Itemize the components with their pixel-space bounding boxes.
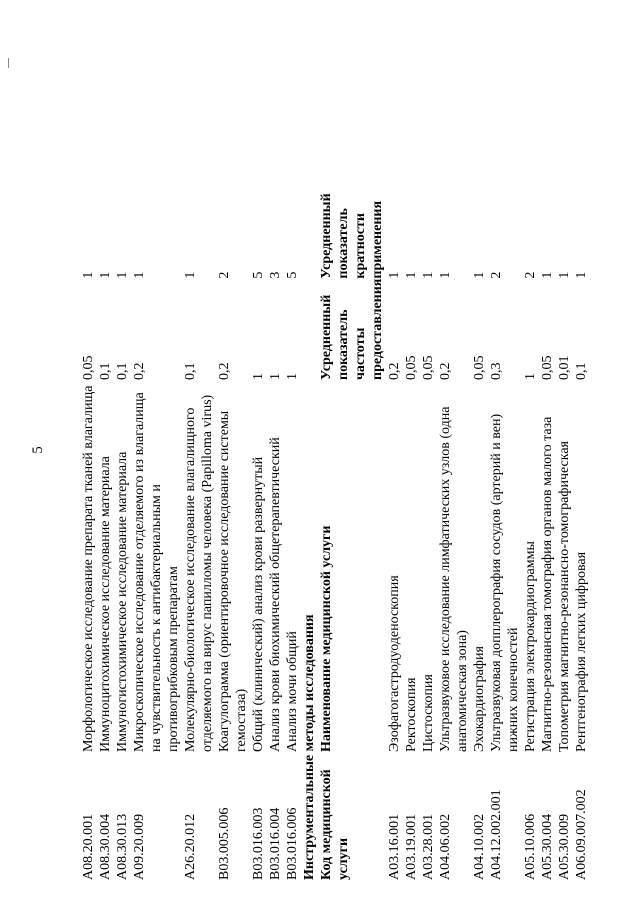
frequency-value: 0,3 [489,362,504,380]
frequency-value: 1 [523,373,538,380]
frequency-value: 0,2 [217,362,232,380]
table-row [267,193,284,880]
multiplicity-value: 1 [132,271,147,279]
table-row [284,193,301,880]
table-row [488,193,522,880]
multiplicity-value: 2 [217,271,232,279]
service-name: Топометрия магнитно-резонансно-томографическая [557,440,572,752]
table-row [471,193,488,880]
service-name: Эхокардиография [472,646,487,752]
table-row [386,193,403,880]
multiplicity-value: 2 [523,271,538,279]
service-name: Цистоскопия [421,674,436,752]
multiplicity-value: 1 [183,271,198,279]
service-code: A04.12.002.001 [489,789,504,880]
frequency-value: 0,05 [540,355,555,380]
section-row [301,193,318,880]
service-name: Молекулярно-биологическое исследование влагалищного отделяемого на вирус папилломы человека (Papilloma virus) [183,394,215,752]
service-code: B03.016.004 [268,807,283,880]
header-multiplicity: Усредненный показатель кратности применения [319,193,385,279]
frequency-value: 1 [268,373,283,380]
multiplicity-value: 2 [489,271,504,279]
service-code: A05.10.006 [523,813,538,880]
frequency-value: 0,1 [98,362,113,380]
table-row [556,193,573,880]
multiplicity-value: 1 [438,271,453,279]
service-code: B03.016.003 [251,807,266,880]
service-name: Анализ мочи общий [285,631,300,752]
frequency-value: 0,1 [115,362,130,380]
table-row [539,193,556,880]
frequency-value: 0,2 [387,362,402,380]
service-code: A08.30.004 [98,813,113,880]
service-code: A04.10.002 [472,813,487,880]
multiplicity-value: 1 [472,271,487,279]
service-name: Ультразвуковое исследование лимфатических узлов (одна анатомическая зона) [438,406,470,752]
scan-edge-mark [8,58,9,68]
frequency-value: 0,1 [574,362,589,380]
table-row [114,193,131,880]
frequency-value: 0,01 [557,355,572,380]
table-row [403,193,420,880]
service-code: A09.20.009 [132,813,147,880]
frequency-value: 1 [285,373,300,380]
section-title: Инструментальные методы исследования [302,614,317,880]
service-name: Иммуногистохимическое исследование материала [115,451,130,752]
service-name: Коагулограмма (ориентировочное исследование системы гемостаза) [217,410,249,752]
frequency-value: 1 [251,373,266,380]
service-name: Эзофагогастродуоденоскопия [387,575,402,752]
service-code: A05.30.004 [540,813,555,880]
service-name: Общий (клинический) анализ крови развернутый [251,456,266,752]
table-row [80,193,97,880]
service-name: Ректоскопия [404,677,419,752]
multiplicity-value: 1 [115,271,130,279]
service-name: Ультразвуковая допплерография сосудов (артерий и вен) нижних конечностей [489,413,521,752]
services-table [80,193,590,880]
service-code: A03.16.001 [387,813,402,880]
multiplicity-value: 1 [540,271,555,279]
service-code: A08.20.001 [81,813,96,880]
multiplicity-value: 1 [404,271,419,279]
table-row [216,193,250,880]
header-row [318,193,386,880]
multiplicity-value: 5 [251,271,266,279]
table-row [522,193,539,880]
service-code: A05.30.009 [557,813,572,880]
multiplicity-value: 5 [285,271,300,279]
page-number: 5 [30,446,46,454]
service-code: A04.06.002 [438,813,453,880]
table-row [420,193,437,880]
multiplicity-value: 1 [574,271,589,279]
table-row [182,193,216,880]
service-name: Магнитно-резонансная томография органов малого таза [540,416,555,752]
rotated-sheet [20,20,620,880]
table-row [250,193,267,880]
service-code: A03.28.001 [421,813,436,880]
multiplicity-value: 1 [557,271,572,279]
multiplicity-value: 1 [98,271,113,279]
service-name: Анализ крови биохимический общетерапевтический [268,437,283,752]
service-name: Микроскопическое исследование отделяемого из влагалища на чувствительность к антибактериальным и противогрибковым препаратам [132,392,181,752]
header-code: Код медицинской услуги [319,769,351,880]
service-name: Морфологическое исследование препарата тканей влагалища [81,385,96,752]
frequency-value: 0,2 [438,362,453,380]
frequency-value: 0,05 [472,355,487,380]
multiplicity-value: 3 [268,271,283,279]
service-code: A08.30.013 [115,813,130,880]
frequency-value: 0,05 [404,355,419,380]
header-frequency: Усредненный показатель частоты предоставления [319,278,385,380]
service-code: A26.20.012 [183,813,198,880]
multiplicity-value: 1 [81,271,96,279]
service-code: A03.19.001 [404,813,419,880]
service-name: Рентгенография легких цифровая [574,551,589,752]
service-name: Регистрация электрокардиограммы [523,541,538,752]
table-row [97,193,114,880]
frequency-value: 0,05 [81,355,96,380]
service-name: Иммуноцитохимическое исследование материала [98,456,113,752]
service-code: B03.016.006 [285,807,300,880]
frequency-value: 0,2 [132,362,147,380]
frequency-value: 0,1 [183,362,198,380]
frequency-value: 0,05 [421,355,436,380]
header-name: Наименование медицинской услуги [319,525,334,752]
service-code: B03.005.006 [217,807,232,880]
table-row [573,193,590,880]
table-row [437,193,471,880]
table-row [131,193,182,880]
multiplicity-value: 1 [421,271,436,279]
multiplicity-value: 1 [387,271,402,279]
service-code: A06.09.007.002 [574,789,589,880]
